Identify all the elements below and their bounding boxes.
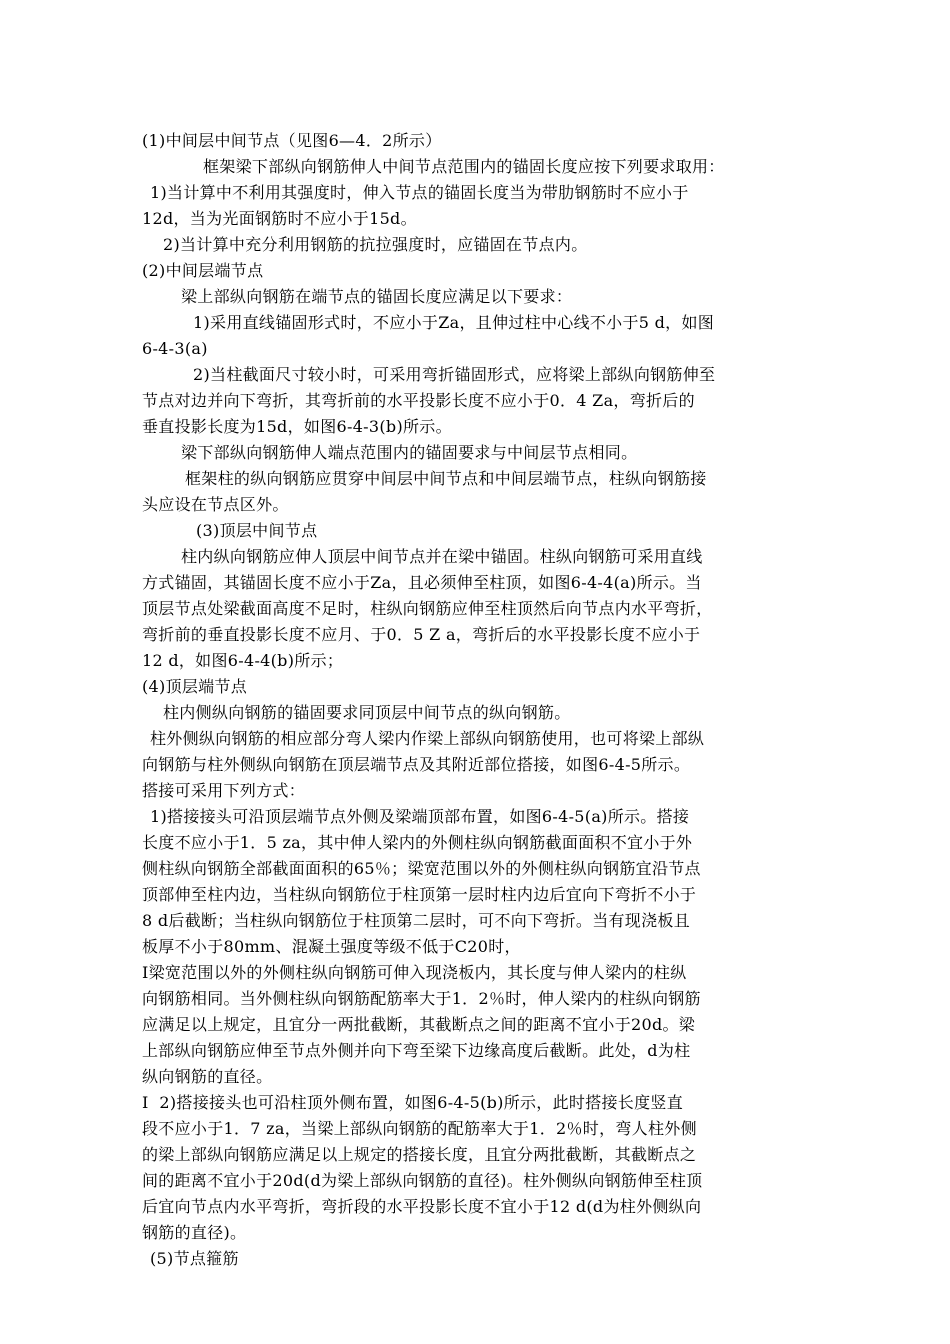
text-line: 板厚不小于80mm、混凝土强度等级不低于C20时， <box>142 937 521 956</box>
text-line: I 2)搭接接头也可沿柱顶外侧布置，如图6-4-5(b)所示，此时搭接长度竖直 <box>142 1093 683 1112</box>
text-line: 1)搭接接头可沿顶层端节点外侧及梁端顶部布置，如图6-4-5(a)所示。搭接 <box>150 807 690 826</box>
text-line: 顶层节点处梁截面高度不足时，柱纵向钢筋应伸至柱顶然后向节点内水平弯折， <box>142 599 713 618</box>
text-line: 段不应小于1．7 za，当梁上部纵向钢筋的配筋率大于1．2％时，弯人柱外侧 <box>142 1119 697 1138</box>
text-line: 节点对边并向下弯折，其弯折前的水平投影长度不应小于0．4 Za，弯折后的 <box>142 391 695 410</box>
text-line: 方式锚固，其锚固长度不应小于Za，且必须伸至柱顶，如图6-4-4(a)所示。当 <box>142 573 702 592</box>
text-line: 弯折前的垂直投影长度不应月、于0．5 Z a，弯折后的水平投影长度不应小于 <box>142 625 701 644</box>
text-line: 框架梁下部纵向钢筋伸人中间节点范围内的锚固长度应按下列要求取用： <box>203 157 725 176</box>
text-line: 向钢筋与柱外侧纵向钢筋在顶层端节点及其附近部位搭接，如图6-4-5所示。 <box>142 755 691 774</box>
text-line: 2)当计算中充分利用钢筋的抗拉强度时，应锚固在节点内。 <box>163 235 588 254</box>
text-line: 头应设在节点区外。 <box>142 495 289 514</box>
text-line: 的梁上部纵向钢筋应满足以上规定的搭接长度，且宜分两批截断，其截断点之 <box>142 1145 697 1164</box>
text-line: 长度不应小于1．5 za，其中伸人梁内的外侧柱纵向钢筋截面面积不宜小于外 <box>142 833 693 852</box>
text-line: 应满足以上规定，且宜分一两批截断，其截断点之间的距离不宜小于20d。梁 <box>142 1015 696 1034</box>
text-line: 钢筋的直径)。 <box>142 1223 247 1242</box>
text-line: I梁宽范围以外的外侧柱纵向钢筋可伸入现浇板内，其长度与伸人梁内的柱纵 <box>142 963 687 982</box>
text-line: 柱外侧纵向钢筋的相应部分弯人梁内作梁上部纵向钢筋使用，也可将梁上部纵 <box>150 729 705 748</box>
text-line: 12 d，如图6-4-4(b)所示； <box>142 651 344 670</box>
text-line: 侧柱纵向钢筋全部截面面积的65％；梁宽范围以外的外侧柱纵向钢筋宜沿节点 <box>142 859 701 878</box>
text-line: 2)当柱截面尺寸较小时，可采用弯折锚固形式，应将梁上部纵向钢筋伸至 <box>193 365 716 384</box>
text-line: 顶部伸至柱内边，当柱纵向钢筋位于柱顶第一层时柱内边后宜向下弯折不小于 <box>142 885 697 904</box>
text-line: 柱内侧纵向钢筋的锚固要求同顶层中间节点的纵向钢筋。 <box>163 703 571 722</box>
text-line: (4)顶层端节点 <box>142 677 248 696</box>
text-line: (3)顶层中间节点 <box>196 521 318 540</box>
text-line: 柱内纵向钢筋应伸人顶层中间节点并在梁中锚固。柱纵向钢筋可采用直线 <box>181 547 703 566</box>
text-line: 上部纵向钢筋应伸至节点外侧并向下弯至梁下边缘高度后截断。此处，d为柱 <box>142 1041 691 1060</box>
text-line: 12d，当为光面钢筋时不应小于15d。 <box>142 209 417 228</box>
text-line: 向钢筋相同。当外侧柱纵向钢筋配筋率大于1．2％时，伸人梁内的柱纵向钢筋 <box>142 989 701 1008</box>
text-line: 1)当计算中不利用其强度时，伸入节点的锚固长度当为带肋钢筋时不应小于 <box>150 183 689 202</box>
text-line: 后宜向节点内水平弯折，弯折段的水平投影长度不宜小于12 d(d为柱外侧纵向 <box>142 1197 702 1216</box>
text-line: (5)节点箍筋 <box>150 1249 239 1268</box>
text-line: 垂直投影长度为15d，如图6-4-3(b)所示。 <box>142 417 452 436</box>
text-line: 梁下部纵向钢筋伸人端点范围内的锚固要求与中间层节点相同。 <box>181 443 638 462</box>
text-line: 8 d后截断；当柱纵向钢筋位于柱顶第二层时，可不向下弯折。当有现浇板且 <box>142 911 691 930</box>
text-line: 框架柱的纵向钢筋应贯穿中间层中间节点和中间层端节点，柱纵向钢筋接 <box>185 469 707 488</box>
text-line: (2)中间层端节点 <box>142 261 264 280</box>
text-line: 纵向钢筋的直径。 <box>142 1067 273 1086</box>
text-line: 搭接可采用下列方式： <box>142 781 306 800</box>
text-line: 6-4-3(a) <box>142 339 208 358</box>
text-line: (1)中间层中间节点（见图6—4．2所示） <box>142 131 442 150</box>
text-line: 间的距离不宜小于20d(d为梁上部纵向钢筋的直径)。柱外侧纵向钢筋伸至柱顶 <box>142 1171 703 1190</box>
text-line: 1)采用直线锚固形式时，不应小于Za，且伸过柱中心线不小于5 d，如图 <box>193 313 715 332</box>
text-line: 梁上部纵向钢筋在端节点的锚固长度应满足以下要求： <box>181 287 573 306</box>
